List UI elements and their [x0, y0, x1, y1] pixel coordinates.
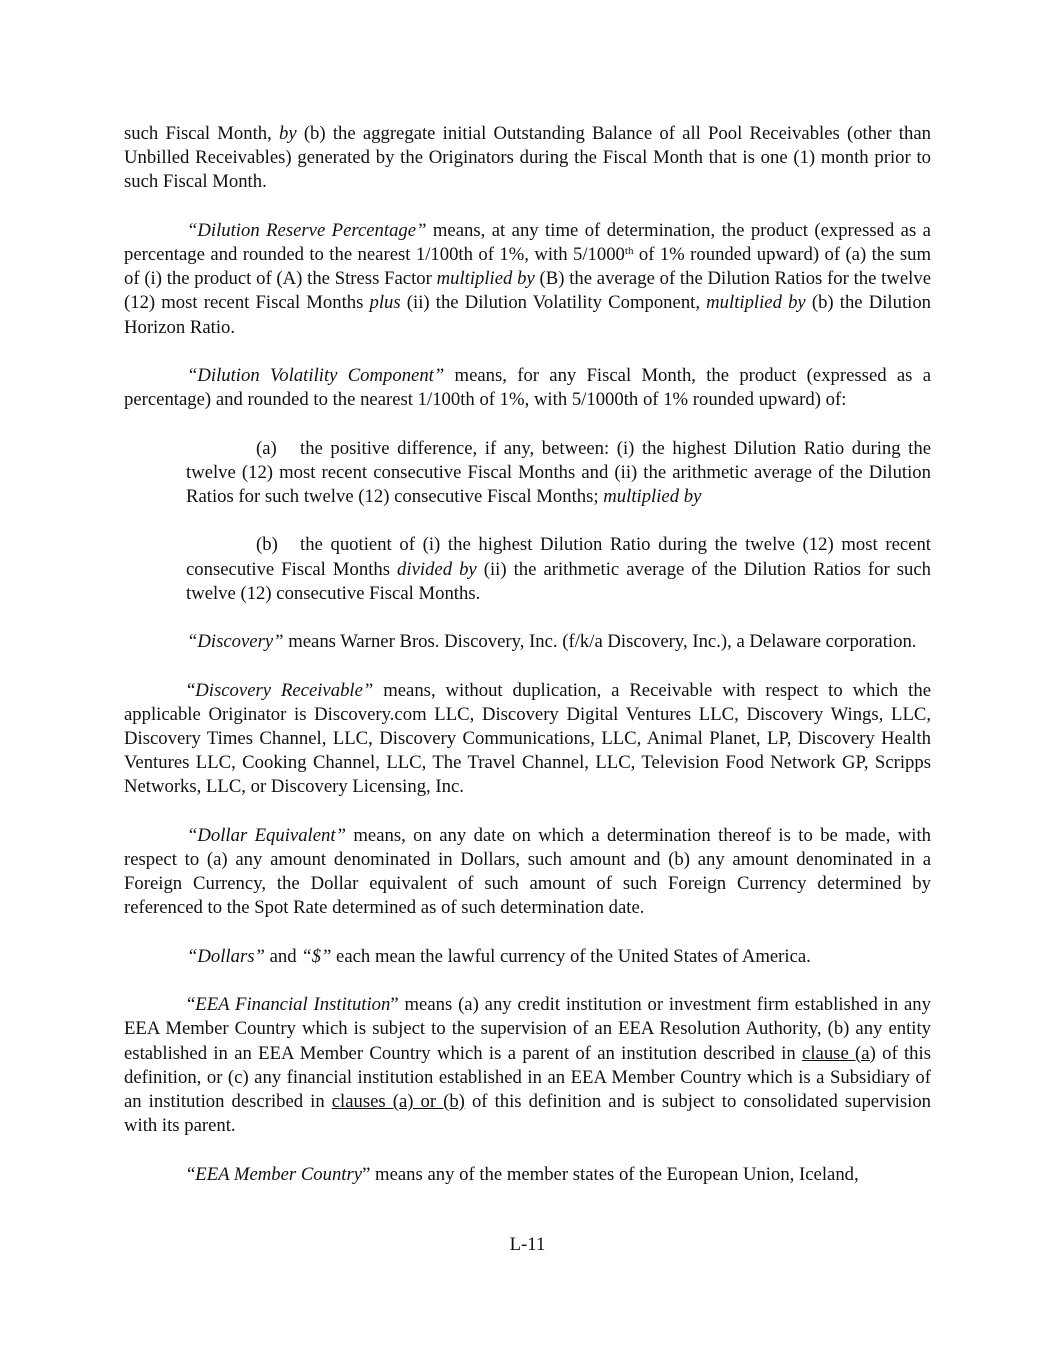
defined-term: EEA Financial Institution [195, 994, 391, 1016]
defined-term: Discovery Receivable” [195, 679, 374, 701]
definition-dollar-equivalent: “Dollar Equivalent” means, on any date on which a determination thereof is to be made, with respect to (a) any amount denominated in Dollars, such amount and (b) any amount denominated in a Foreign Currency, the Dollar equivalent of such amount of such Foreign Currency determined by referenced to the Spot Rate determined as of such determination date. [124, 824, 931, 919]
document-body [124, 122, 931, 1187]
clause-marker: (b) [256, 534, 278, 556]
definition-eea-member-country: “EEA Member Country” means any of the member states of the European Union, Iceland, [187, 1163, 859, 1185]
cross-reference: clauses (a) or (b) [331, 1090, 465, 1112]
defined-term: “Discovery” [187, 631, 284, 653]
clause-marker: (a) [256, 437, 277, 459]
defined-term: “Dollar Equivalent” [187, 824, 346, 846]
defined-term: “Dollars” [187, 945, 265, 967]
defined-term: “Dilution Volatility Component” [187, 365, 445, 386]
definition-dilution-volatility-component: “Dilution Volatility Component” means, for any Fiscal Month, the product (expressed as a percentage) and rounded to the nearest 1/100th of 1%, with 5/1000th of 1% rounded upward) of: [124, 365, 931, 411]
cross-reference: clause (a) [802, 1042, 876, 1064]
definition-dilution-reserve-percentage: “Dilution Reserve Percentage” means, at any time of determination, the product (expressed as a percentage and rounded to the nearest 1/100th of 1%, with 5/1000th of 1% rounded upward) of (a) the sum of (i) the product of (A) the Stress Factor multiplied by (B) the average of the Dilution Ratios for the twelve (12) most recent Fiscal Months plus (ii) the Dilution Volatility Component, multiplied by (b) the Dilution Horizon Ratio. [124, 219, 932, 338]
clause-a: (a) the positive difference, if any, between: (i) the highest Dilution Ratio during the twelve (12) most recent consecutive Fiscal Months and (ii) the arithmetic average of the Dilution Ratios for such twelve (12) consecutive Fiscal Months; multiplied by [186, 437, 931, 507]
definition-discovery: “Discovery” means Warner Bros. Discovery, Inc. (f/k/a Discovery, Inc.), a Delaware corporation. [187, 631, 917, 653]
definition-discovery-receivable: “Discovery Receivable” means, without duplication, a Receivable with respect to which the applicable Originator is Discovery.com LLC, Discovery Digital Ventures LLC, Discovery Wings, LLC, Discovery Times Channel, LLC, Discovery Communications, LLC, Animal Planet, LP, Discovery Health Ventures LLC, Cooking Channel, LLC, The Travel Channel, LLC, Television Food Network GP, Scripps Networks, LLC, or Discovery Licensing, Inc. [124, 679, 931, 798]
defined-term: “$” [301, 945, 332, 967]
defined-term: “Dilution Reserve Percentage” [187, 219, 427, 241]
paragraph-continuation: such Fiscal Month, by (b) the aggregate initial Outstanding Balance of all Pool Receivables (other than Unbilled Receivables) generated by the Originators during the Fiscal Month that is one (1) month prior to such Fiscal Month. [124, 123, 931, 193]
definition-dollars: “Dollars” and “$” each mean the lawful currency of the United States of America. [187, 945, 811, 967]
clause-b: (b) the quotient of (i) the highest Dilution Ratio during the twelve (12) most recent consecutive Fiscal Months divided by (ii) the arithmetic average of the Dilution Ratios for such twelve (12) consecutive Fiscal Months. [186, 534, 931, 604]
page-number: L-11 [509, 1234, 546, 1255]
defined-term: EEA Member Country [195, 1163, 363, 1185]
definition-eea-financial-institution: “EEA Financial Institution” means (a) any credit institution or investment firm established in any EEA Member Country which is subject to the supervision of an EEA Resolution Authority, (b) any entity established in an EEA Member Country which is a parent of an institution described in clause (a) of this definition, or (c) any financial institution established in an EEA Member Country which is a Subsidiary of an institution described in clauses (a) or (b) of this definition and is subject to consolidated supervision with its parent. [124, 994, 932, 1137]
